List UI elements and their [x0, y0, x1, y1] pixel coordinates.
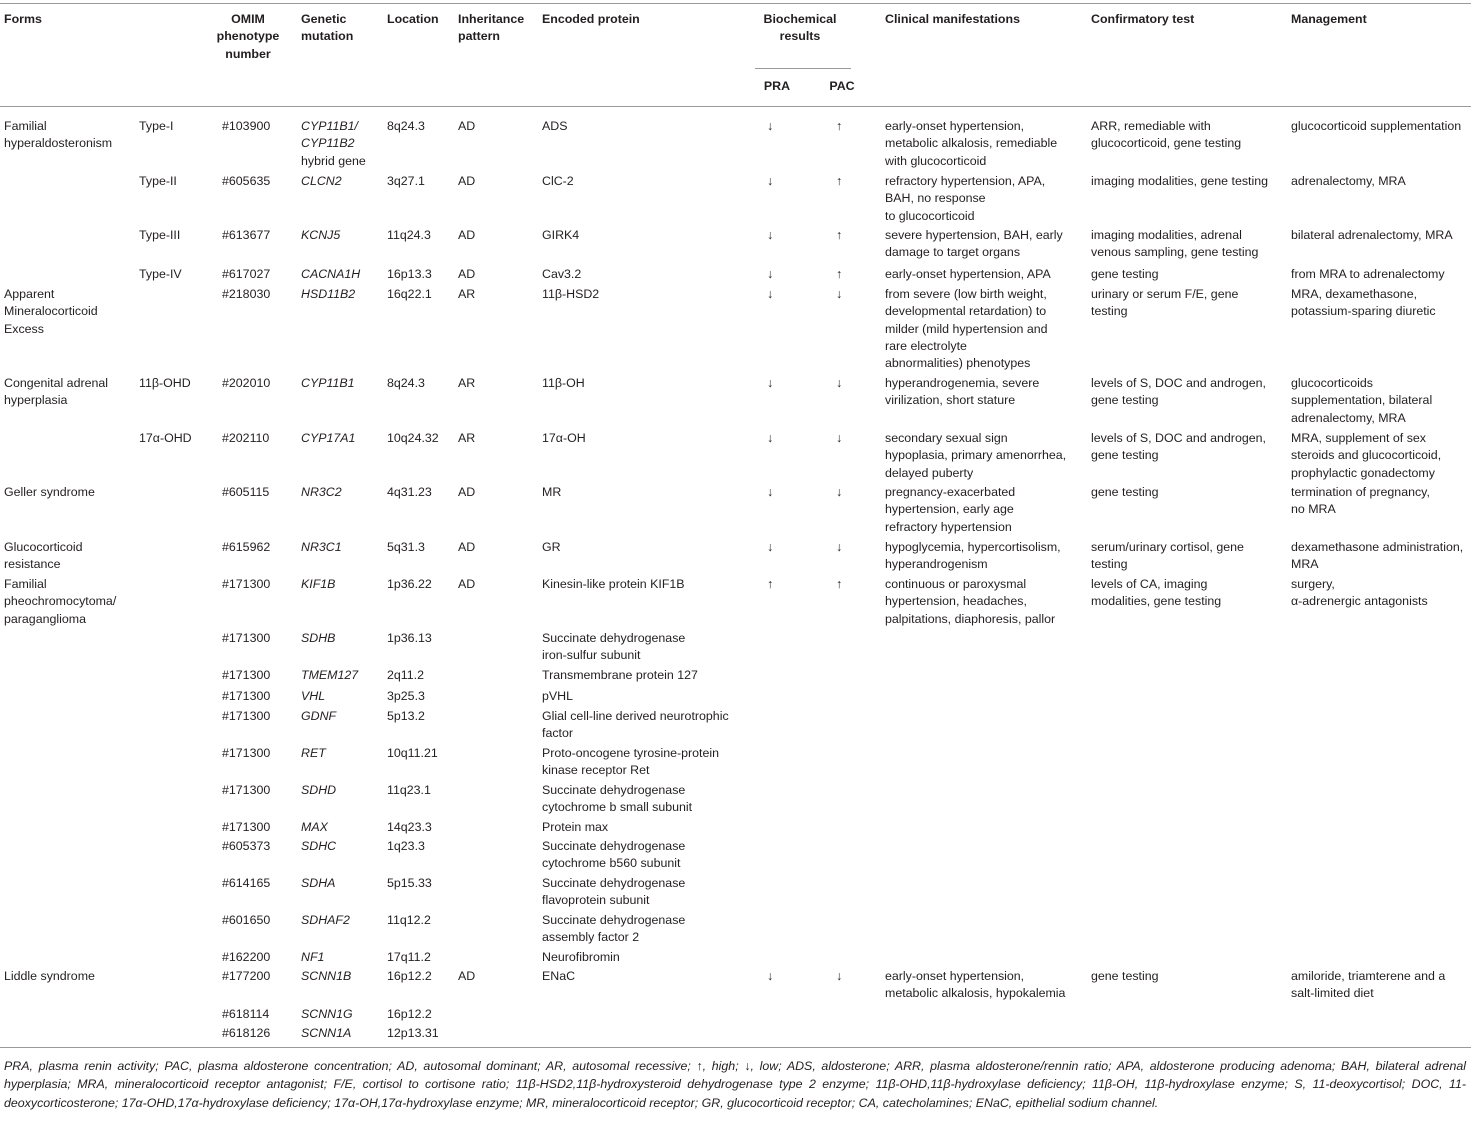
cell-form: Geller syndrome — [4, 485, 95, 499]
cell-inheritance: AR — [458, 287, 476, 301]
cell-omim: #103900 — [222, 119, 271, 133]
cell-pra: ↓ — [767, 485, 774, 499]
cell-pra: ↓ — [767, 540, 774, 554]
cell-management: termination of pregnancy, no MRA — [1291, 485, 1430, 517]
cell-clinical: severe hypertension, BAH, early damage to target organs — [885, 228, 1063, 260]
cell-confirm: serum/urinary cortisol, gene testing — [1091, 540, 1244, 572]
cell-location: 5p15.33 — [387, 876, 432, 890]
cell-protein: Succinate dehydrogenase iron-sulfur subunit — [542, 631, 686, 663]
cell-protein: 17α-OH — [542, 431, 586, 445]
cell-management: amiloride, triamterene and a salt-limited diet — [1291, 969, 1446, 1001]
table-top-rule — [0, 3, 1471, 4]
cell-protein: ClC-2 — [542, 174, 574, 188]
cell-confirm: gene testing — [1091, 485, 1159, 499]
cell-omim: #171300 — [222, 577, 271, 591]
cell-pac: ↑ — [836, 119, 843, 133]
cell-location: 16p12.2 — [387, 969, 432, 983]
cell-protein: Succinate dehydrogenase cytochrome b small subunit — [542, 783, 693, 815]
cell-protein: Protein max — [542, 820, 609, 834]
cell-gene: CACNA1H — [301, 267, 361, 281]
cell-location: 1p36.22 — [387, 577, 432, 591]
cell-pra: ↓ — [767, 267, 774, 281]
cell-clinical: early-onset hypertension, metabolic alkalosis, remediable with glucocorticoid — [885, 119, 1058, 168]
cell-gene: SDHAF2 — [301, 913, 350, 927]
cell-clinical: secondary sexual sign hypoplasia, primary amenorrhea, delayed puberty — [885, 431, 1067, 480]
cell-omim: #162200 — [222, 950, 271, 964]
biochem-subrule — [755, 68, 851, 69]
cell-omim: #171300 — [222, 631, 271, 645]
cell-pra: ↓ — [767, 228, 774, 242]
cell-location: 12p13.31 — [387, 1026, 439, 1040]
header-pac: PAC — [829, 79, 855, 93]
cell-location: 16p12.2 — [387, 1007, 432, 1021]
header-inheritance: Inheritance pattern — [458, 12, 525, 44]
cell-form: Congenital adrenal hyperplasia — [4, 376, 109, 408]
cell-inheritance: AD — [458, 228, 476, 242]
cell-gene: KIF1B — [301, 577, 336, 591]
cell-omim: #202110 — [222, 431, 270, 445]
cell-protein: Succinate dehydrogenase cytochrome b560 subunit — [542, 839, 686, 871]
cell-inheritance: AR — [458, 431, 476, 445]
cell-pac: ↓ — [836, 969, 843, 983]
cell-form: Glucocorticoid resistance — [4, 540, 83, 572]
cell-confirm: urinary or serum F/E, gene testing — [1091, 287, 1239, 319]
cell-management: bilateral adrenalectomy, MRA — [1291, 228, 1453, 242]
cell-gene: CLCN2 — [301, 174, 342, 188]
cell-protein: 11β-OH — [542, 376, 585, 390]
cell-pra: ↓ — [767, 969, 774, 983]
cell-clinical: early-onset hypertension, APA — [885, 267, 1051, 281]
cell-omim: #605115 — [222, 485, 270, 499]
cell-location: 8q24.3 — [387, 119, 425, 133]
cell-subtype: Type-II — [139, 174, 177, 188]
cell-form: Familial pheochromocytoma/ paraganglioma — [4, 577, 117, 626]
cell-location: 11q12.2 — [387, 913, 431, 927]
header-omim: OMIM phenotype number — [216, 12, 280, 61]
cell-omim: #605373 — [222, 839, 271, 853]
cell-gene: KCNJ5 — [301, 228, 341, 242]
cell-protein: GR — [542, 540, 561, 554]
cell-location: 10q11.21 — [387, 746, 438, 760]
cell-gene: CYP11B1/ CYP11B2 — [301, 119, 358, 151]
cell-gene: SDHA — [301, 876, 336, 890]
cell-confirm: levels of CA, imaging modalities, gene testing — [1091, 577, 1222, 609]
cell-omim: #601650 — [222, 913, 271, 927]
cell-gene: HSD11B2 — [301, 287, 356, 301]
cell-protein: Neurofibromin — [542, 950, 620, 964]
cell-omim: #613677 — [222, 228, 271, 242]
cell-inheritance: AD — [458, 969, 476, 983]
cell-management: from MRA to adrenalectomy — [1291, 267, 1445, 281]
cell-subtype: 17α-OHD — [139, 431, 192, 445]
header-clinical: Clinical manifestations — [885, 12, 1020, 26]
cell-subtype: 11β-OHD — [139, 376, 191, 390]
cell-form: Familial hyperaldosteronism — [4, 119, 113, 151]
cell-confirm: imaging modalities, gene testing — [1091, 174, 1269, 188]
cell-protein: Cav3.2 — [542, 267, 582, 281]
cell-clinical: from severe (low birth weight, developmental retardation) to milder (mild hypertension and rare electrolyte abnormalities) phenotypes — [885, 287, 1048, 371]
table-footnote: PRA, plasma renin activity; PAC, plasma aldosterone concentration; AD, autosomal dominant; AR, autosomal recessive; ↑, high; ↓, low; ADS, aldosterone; ARR, plasma aldosterone/rennin ratio; APA, aldosterone producing adenoma; BAH, bilateral adrenal hyperplasia; MRA, mineralocorticoid receptor antagonist; F/E, cortisol to cortisone ratio; 11β-HSD2,11β-hydroxysteroid dehydrogenase type 2 enzyme; 11β-OHD,11β-hydroxylase deficiency; 11β-OH, 11β-hydroxylase enzyme; S, 11-deoxycortisol; DOC, 11-deoxycorticosterone; 17α-OHD,17α-hydroxylase deficiency; 17α-OH,17α-hydroxylase enzyme; MR, mineralocorticoid receptor; GR, glucocorticoid receptor; CA, catecholamines; ENaC, epithelial sodium channel. — [4, 1059, 1466, 1110]
cell-confirm: levels of S, DOC and androgen, gene testing — [1091, 376, 1266, 408]
cell-location: 3q27.1 — [387, 174, 425, 188]
cell-pra: ↓ — [767, 174, 774, 188]
cell-omim: #171300 — [222, 820, 271, 834]
cell-management: dexamethasone administration, MRA — [1291, 540, 1464, 572]
cell-subtype: Type-IV — [139, 267, 182, 281]
cell-location: 1q23.3 — [387, 839, 425, 853]
cell-inheritance: AD — [458, 577, 476, 591]
cell-protein: ADS — [542, 119, 568, 133]
cell-inheritance: AR — [458, 376, 476, 390]
header-location: Location — [387, 12, 439, 26]
cell-location: 1p36.13 — [387, 631, 432, 645]
cell-pac: ↓ — [836, 287, 843, 301]
cell-location: 11q23.1 — [387, 783, 431, 797]
cell-protein: Transmembrane protein 127 — [542, 668, 698, 682]
cell-gene: TMEM127 — [301, 668, 359, 682]
cell-omim: #171300 — [222, 746, 271, 760]
cell-location: 16q22.1 — [387, 287, 432, 301]
cell-omim: #617027 — [222, 267, 271, 281]
cell-gene-note: hybrid gene — [301, 153, 366, 168]
cell-management: surgery, α-adrenergic antagonists — [1291, 577, 1428, 609]
cell-gene: VHL — [301, 689, 326, 703]
cell-clinical: refractory hypertension, APA, BAH, no response to glucocorticoid — [885, 174, 1046, 223]
cell-omim: #171300 — [222, 783, 271, 797]
cell-clinical: pregnancy-exacerbated hypertension, early age refractory hypertension — [885, 485, 1016, 534]
cell-clinical: hypoglycemia, hypercortisolism, hyperandrogenism — [885, 540, 1061, 572]
cell-pac: ↑ — [836, 267, 843, 281]
cell-inheritance: AD — [458, 119, 476, 133]
cell-gene: SCNN1A — [301, 1026, 352, 1040]
cell-gene: MAX — [301, 820, 328, 834]
cell-protein: pVHL — [542, 689, 573, 703]
cell-location: 17q11.2 — [387, 950, 431, 964]
cell-location: 3p25.3 — [387, 689, 425, 703]
header-pra: PRA — [763, 79, 791, 93]
cell-gene: NR3C2 — [301, 485, 342, 499]
header-mutation: Genetic mutation — [301, 12, 354, 44]
cell-gene: SDHD — [301, 783, 337, 797]
cell-pac: ↓ — [836, 431, 843, 445]
cell-subtype: Type-III — [139, 228, 181, 242]
cell-protein: GIRK4 — [542, 228, 580, 242]
cell-location: 8q24.3 — [387, 376, 425, 390]
cell-pac: ↓ — [836, 376, 843, 390]
cell-confirm: levels of S, DOC and androgen, gene testing — [1091, 431, 1266, 463]
cell-gene: NF1 — [301, 950, 325, 964]
cell-pac: ↑ — [836, 174, 843, 188]
cell-confirm: ARR, remediable with glucocorticoid, gene testing — [1091, 119, 1242, 151]
cell-omim: #171300 — [222, 709, 271, 723]
cell-omim: #171300 — [222, 689, 271, 703]
table-bottom-rule — [0, 1047, 1471, 1048]
cell-gene: RET — [301, 746, 326, 760]
cell-pac: ↑ — [836, 228, 843, 242]
cell-pra: ↓ — [767, 431, 774, 445]
cell-management: MRA, dexamethasone, potassium-sparing diuretic — [1291, 287, 1436, 319]
cell-protein: Succinate dehydrogenase assembly factor 2 — [542, 913, 686, 945]
cell-subtype: Type-I — [139, 119, 174, 133]
cell-omim: #615962 — [222, 540, 271, 554]
cell-pra: ↓ — [767, 119, 774, 133]
cell-protein: Kinesin-like protein KIF1B — [542, 577, 685, 591]
cell-protein: MR — [542, 485, 562, 499]
cell-location: 2q11.2 — [387, 668, 424, 682]
cell-location: 16p13.3 — [387, 267, 432, 281]
cell-management: MRA, supplement of sex steroids and glucocorticoid, prophylactic gonadectomy — [1291, 431, 1442, 480]
cell-omim: #202010 — [222, 376, 271, 390]
cell-gene: SCNN1G — [301, 1007, 353, 1021]
cell-pac: ↑ — [836, 577, 843, 591]
cell-gene: CYP11B1 — [301, 376, 355, 390]
cell-gene: SDHC — [301, 839, 337, 853]
cell-omim: #614165 — [222, 876, 271, 890]
cell-protein: Succinate dehydrogenase flavoprotein subunit — [542, 876, 686, 908]
cell-gene: CYP17A1 — [301, 431, 356, 445]
cell-inheritance: AD — [458, 540, 476, 554]
cell-omim: #171300 — [222, 668, 271, 682]
cell-location: 4q31.23 — [387, 485, 432, 499]
cell-protein: Glial cell-line derived neurotrophic factor — [542, 709, 729, 741]
cell-confirm: gene testing — [1091, 267, 1159, 281]
cell-clinical: continuous or paroxysmal hypertension, headaches, palpitations, diaphoresis, pallor — [885, 577, 1056, 626]
cell-location: 10q24.32 — [387, 431, 439, 445]
cell-inheritance: AD — [458, 485, 476, 499]
cell-confirm: gene testing — [1091, 969, 1159, 983]
cell-omim: #618126 — [222, 1026, 271, 1040]
cell-protein: 11β-HSD2 — [542, 287, 600, 301]
cell-confirm: imaging modalities, adrenal venous sampling, gene testing — [1091, 228, 1259, 260]
cell-pra: ↓ — [767, 287, 774, 301]
header-bottom-rule — [0, 106, 1471, 107]
cell-location: 5p13.2 — [387, 709, 425, 723]
header-management: Management — [1291, 12, 1367, 26]
cell-management: glucocorticoid supplementation — [1291, 119, 1462, 133]
header-protein: Encoded protein — [542, 12, 640, 26]
cell-gene: SDHB — [301, 631, 336, 645]
cell-location: 14q23.3 — [387, 820, 432, 834]
cell-gene: GDNF — [301, 709, 337, 723]
cell-pac: ↓ — [836, 485, 843, 499]
cell-pra: ↑ — [767, 577, 774, 591]
cell-form: Liddle syndrome — [4, 969, 95, 983]
cell-location: 11q24.3 — [387, 228, 431, 242]
cell-clinical: early-onset hypertension, metabolic alkalosis, hypokalemia — [885, 969, 1066, 1001]
header-forms: Forms — [4, 12, 42, 26]
cell-inheritance: AD — [458, 267, 476, 281]
cell-omim: #618114 — [222, 1007, 270, 1021]
cell-location: 5q31.3 — [387, 540, 425, 554]
cell-protein: ENaC — [542, 969, 576, 983]
cell-omim: #218030 — [222, 287, 271, 301]
cell-omim: #605635 — [222, 174, 271, 188]
cell-form: Apparent Mineralocorticoid Excess — [4, 287, 98, 336]
cell-pac: ↓ — [836, 540, 843, 554]
cell-clinical: hyperandrogenemia, severe virilization, short stature — [885, 376, 1040, 408]
cell-gene: NR3C1 — [301, 540, 342, 554]
cell-management: adrenalectomy, MRA — [1291, 174, 1406, 188]
cell-protein: Proto-oncogene tyrosine-protein kinase receptor Ret — [542, 746, 720, 778]
cell-pra: ↓ — [767, 376, 774, 390]
header-biochem: Biochemical results — [763, 12, 837, 44]
cell-omim: #177200 — [222, 969, 271, 983]
cell-management: glucocorticoids supplementation, bilateral adrenalectomy, MRA — [1291, 376, 1433, 425]
header-confirm: Confirmatory test — [1091, 12, 1195, 26]
cell-inheritance: AD — [458, 174, 476, 188]
cell-gene: SCNN1B — [301, 969, 352, 983]
